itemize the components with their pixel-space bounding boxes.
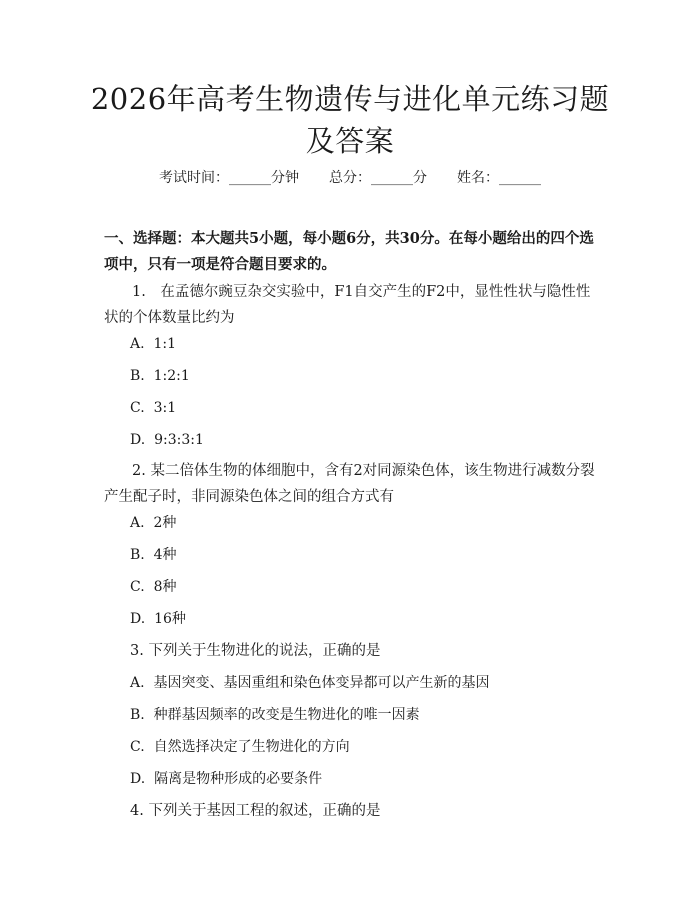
question-3-option-c: C. 自然选择决定了生物进化的方向: [130, 739, 350, 755]
question-3-option-b: B. 种群基因频率的改变是生物进化的唯一因素: [130, 707, 420, 723]
question-3-option-d: D. 隔离是物种形成的必要条件: [130, 771, 323, 787]
question-1-option-b: B. 1:2:1: [130, 368, 190, 384]
question-2-option-b: B. 4种: [130, 547, 177, 563]
exam-time-field: 考试时间：______分钟: [159, 170, 299, 186]
total-score-field: 总分：______分: [329, 170, 427, 186]
question-2-option-d: D. 16种: [130, 611, 186, 627]
question-3-option-a: A. 基因突变、基因重组和染色体变异都可以产生新的基因: [130, 675, 490, 691]
question-1-option-d: D. 9:3:3:1: [130, 432, 204, 448]
question-1-text: 1. 在孟德尔豌豆杂交实验中，F1自交产生的F2中，显性性状与隐性性状的个体数量比约为: [104, 284, 591, 326]
exam-info-line: [0, 168, 700, 188]
question-4-text: 4. 下列关于基因工程的叙述，正确的是: [130, 803, 381, 819]
question-2-option-c: C. 8种: [130, 579, 177, 595]
student-name-field: 姓名：______: [457, 170, 541, 186]
section-heading: 一、选择题：本大题共5小题，每小题6分，共30分。在每小题给出的四个选项中，只有一项是符合题目要求的。: [104, 230, 594, 273]
page-title: 2026年高考生物遗传与进化单元练习题及答案: [90, 82, 610, 158]
question-3-text: 3. 下列关于生物进化的说法，正确的是: [130, 643, 381, 659]
question-2-text: 2. 某二倍体生物的体细胞中，含有2对同源染色体，该生物进行减数分裂产生配子时，非同源染色体之间的组合方式有: [104, 463, 595, 505]
question-1-option-a: A. 1:1: [130, 336, 176, 352]
question-1-option-c: C. 3:1: [130, 400, 177, 416]
question-2-option-a: A. 2种: [130, 515, 177, 531]
